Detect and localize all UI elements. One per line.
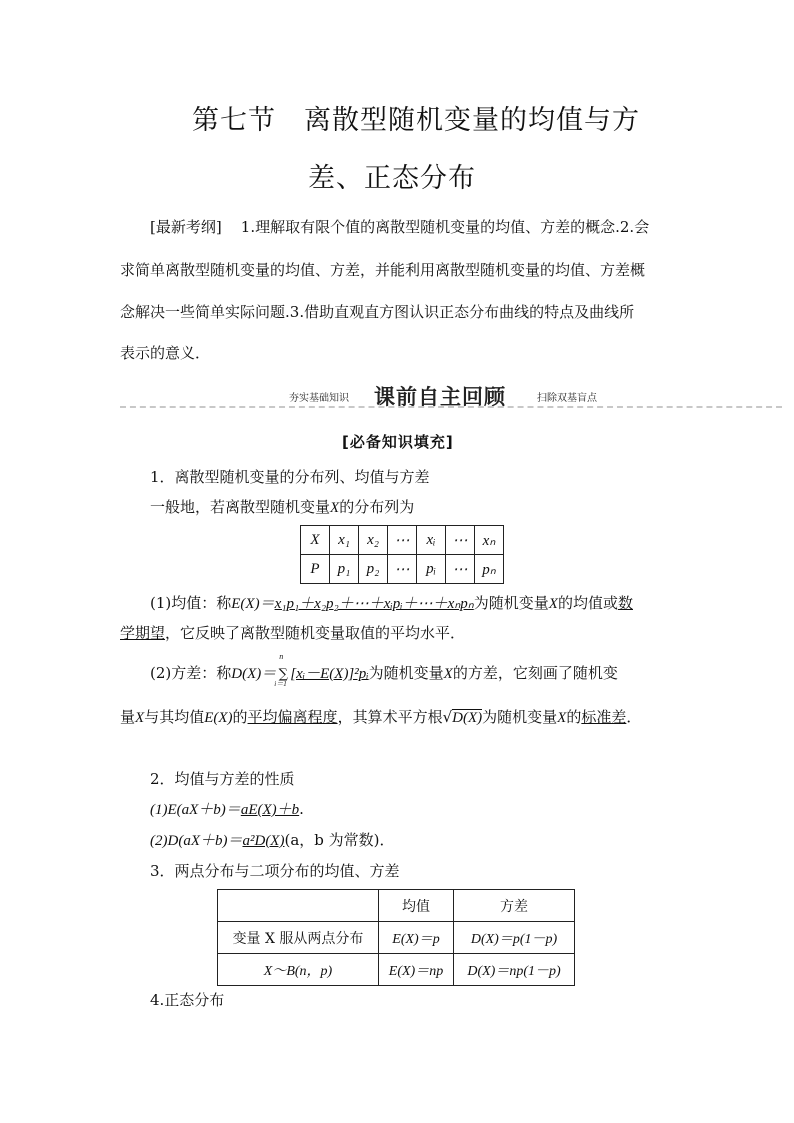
- cell: x₁: [330, 526, 359, 555]
- header-cell: 方差: [454, 890, 575, 922]
- mean-formula-answer: x₁p₁＋x₂p₂＋⋯＋xᵢpᵢ＋⋯＋xₙpₙ: [274, 596, 474, 612]
- header-cell: [218, 890, 379, 922]
- syllabus-line4: 表示的意义．: [120, 344, 211, 362]
- cell: xᵢ: [417, 526, 446, 555]
- cell: ⋯: [446, 526, 475, 555]
- mean-term-answer-1: 数: [617, 594, 633, 612]
- syllabus-text-1: 1.理解取有限个值的离散型随机变量的均值、方差的概念.2.会: [240, 218, 650, 236]
- sigma-symbol: n ∑ i＝1: [274, 652, 288, 688]
- cell: p₁: [330, 555, 359, 584]
- distribution-row-p: [301, 555, 504, 584]
- cell: pₙ: [475, 555, 504, 584]
- mean-definition-line2: 学期望，它反映了离散型随机变量取值的平均水平．: [120, 624, 466, 642]
- mean-term-answer-2: 学期望: [120, 624, 166, 642]
- distribution-table: [300, 525, 504, 584]
- distribution-properties-table: [217, 889, 575, 986]
- distribution-row-x: [301, 526, 504, 555]
- table-row: [218, 954, 575, 986]
- cell: ⋯: [388, 555, 417, 584]
- banner-divider: [120, 406, 782, 408]
- banner-title: 课前自主回顾: [374, 385, 506, 409]
- s1-intro: 一般地，若离散型随机变量X的分布列为: [150, 498, 415, 516]
- mean-definition-line1: (1)均值：称E(X)＝x₁p₁＋x₂p₂＋⋯＋xᵢpᵢ＋⋯＋xₙpₙ为随机变量X的均值或数: [150, 594, 633, 612]
- table-header-row: [218, 890, 575, 922]
- variance-formula-answer: [xᵢ－E(X)]²pᵢ: [290, 666, 369, 682]
- cell: E(X)＝p: [379, 922, 454, 954]
- variance-term-answer: 平均偏离程度: [247, 708, 338, 726]
- cell: xₙ: [475, 526, 504, 555]
- s2-heading: 2．均值与方差的性质: [150, 770, 295, 788]
- cell: x₂: [359, 526, 388, 555]
- banner-left-text: 夯实基础知识: [289, 393, 349, 404]
- property-2-answer: a²D(X): [242, 833, 285, 849]
- cell: P: [301, 555, 330, 584]
- stddev-term-answer: 标准差: [581, 708, 627, 726]
- section-header: [必备知识填充]: [342, 433, 454, 451]
- syllabus-line1: [150, 207, 649, 247]
- variance-definition-line1: (2)方差：称D(X)＝ n ∑ i＝1 [xᵢ－E(X)]²pᵢ为随机变量X的方差，它刻画了随机变: [150, 652, 618, 688]
- s1-heading: 1．离散型随机变量的分布列、均值与方差: [150, 468, 430, 486]
- s3-heading: 3．两点分布与二项分布的均值、方差: [150, 862, 400, 880]
- syllabus-tag: [最新考纲]: [150, 218, 222, 236]
- cell: pᵢ: [417, 555, 446, 584]
- cell: ⋯: [446, 555, 475, 584]
- cell: X: [301, 526, 330, 555]
- cell: X～B(n，p): [218, 954, 379, 986]
- banner-right-text: 扫除双基盲点: [537, 393, 597, 404]
- header-cell: 均值: [379, 890, 454, 922]
- cell: D(X)＝p(1－p): [454, 922, 575, 954]
- page-title-line1: 第七节 离散型随机变量的均值与方: [192, 105, 640, 136]
- sqrt-symbol: √: [442, 708, 453, 726]
- page-title-line2: 差、正态分布: [308, 163, 476, 194]
- cell: E(X)＝np: [379, 954, 454, 986]
- property-1-answer: aE(X)＋b: [240, 802, 300, 818]
- cell: p₂: [359, 555, 388, 584]
- cell: 变量 X 服从两点分布: [218, 922, 379, 954]
- cell: D(X)＝np(1－p): [454, 954, 575, 986]
- syllabus-line3: 念解决一些简单实际问题.3.借助直观直方图认识正态分布曲线的特点及曲线所: [120, 303, 635, 321]
- cell: ⋯: [388, 526, 417, 555]
- s4-heading: 4.正态分布: [150, 991, 225, 1009]
- syllabus-line2: 求简单离散型随机变量的均值、方差，并能利用离散型随机变量的均值、方差概: [120, 261, 646, 279]
- property-1: (1)E(aX＋b)＝aE(X)＋b.: [150, 800, 304, 818]
- variance-definition-line2: 量X与其均值E(X)的平均偏离程度，其算术平方根√D(X)为随机变量X的标准差．: [120, 708, 642, 726]
- property-2: (2)D(aX＋b)＝a²D(X)(a，b 为常数)．: [150, 831, 395, 849]
- table-row: [218, 922, 575, 954]
